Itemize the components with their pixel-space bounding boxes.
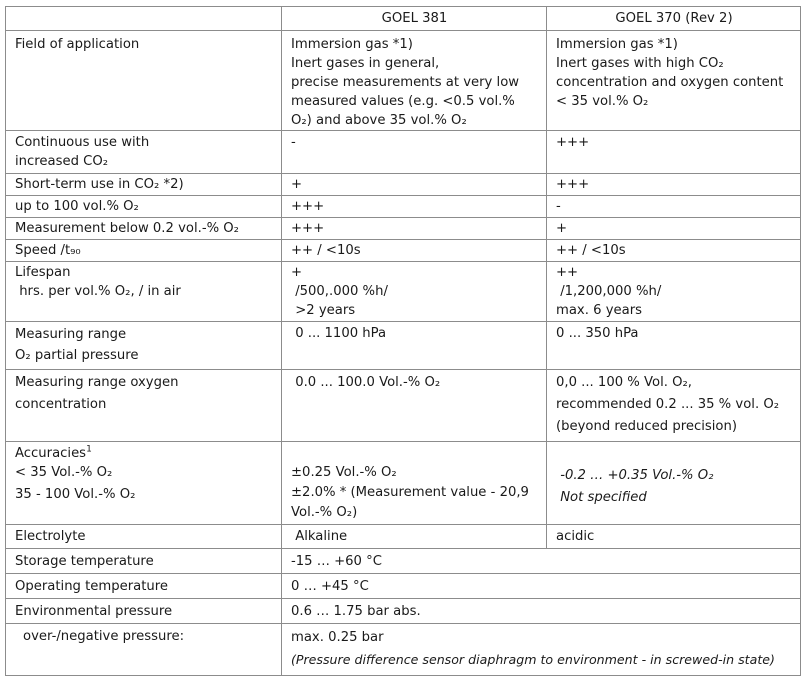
row-value-goel-370: 0 ... 350 hPa [547,322,801,370]
table-row [6,240,801,262]
row-label: Speed /t₉₀ [6,240,282,262]
row-label: Electrolyte [6,525,282,549]
row-value-goel-370: -0.2 … +0.35 Vol.-% O₂ Not specified [547,442,801,525]
row-value-goel-381: - [282,131,547,174]
row-label: Field of application [6,31,282,131]
row-label: Lifespan hrs. per vol.% O₂, / in air [6,262,282,322]
row-value-goel-370: - [547,196,801,218]
header-goel-370: GOEL 370 (Rev 2) [547,7,801,31]
row-value-goel-370: +++ [547,131,801,174]
table-row [6,624,801,676]
row-label: Accuracies$^1$ < 35 Vol.-% O₂ 35 - 100 Vol.-% O₂ [6,442,282,525]
table-row [6,262,801,322]
row-value-goel-370: acidic [547,525,801,549]
header-cell-empty [6,7,282,31]
row-label: Short-term use in CO₂ *2) [6,174,282,196]
row-value-goel-381: 0.0 ... 100.0 Vol.-% O₂ [282,370,547,442]
table-row [6,549,801,574]
row-label: Operating temperature [6,574,282,599]
row-value-goel-381: 0 ... 1100 hPa [282,322,547,370]
footnote-marker: 1 [86,444,92,455]
table-row [6,442,801,525]
table-row [6,31,801,131]
row-label: Environmental pressure [6,599,282,624]
row-value-goel-381: ±0.25 Vol.-% O₂ ±2.0% * (Measurement value - 20,9 Vol.-% O₂) [282,442,547,525]
row-value-shared: -15 … +60 °C [282,549,801,574]
table-header-row [6,7,801,31]
row-value-goel-381: ++ / <10s [282,240,547,262]
row-label: Measuring range O₂ partial pressure [6,322,282,370]
row-value-goel-381: + [282,174,547,196]
row-value-goel-370: ++ / <10s [547,240,801,262]
overpressure-value: max. 0.25 bar [291,630,384,645]
table-row [6,370,801,442]
table-row [6,574,801,599]
table-row [6,599,801,624]
table-row [6,218,801,240]
row-label: Measurement below 0.2 vol.-% O₂ [6,218,282,240]
row-value-shared: 0 … +45 °C [282,574,801,599]
table-row [6,131,801,174]
table-row [6,322,801,370]
header-goel-381: GOEL 381 [282,7,547,31]
row-label: Continuous use with increased CO₂ [6,131,282,174]
row-value-shared: 0.6 … 1.75 bar abs. [282,599,801,624]
row-value-goel-370: 0,0 ... 100 % Vol. O₂, recommended 0.2 ... 35 % vol. O₂ (beyond reduced precision) [547,370,801,442]
row-value-goel-381: Alkaline [282,525,547,549]
row-value-goel-381: Immersion gas *1) Inert gases in general, precise measurements at very low measured values (e.g. <0.5 vol.% O₂) and above 35 vol.% O₂ [282,31,547,131]
table-row [6,196,801,218]
overpressure-note: (Pressure difference sensor diaphragm to environment - in screwed-in state) [291,652,775,667]
row-value-goel-381: + /500,.000 %h/ >2 years [282,262,547,322]
row-value-shared [282,624,801,676]
row-value-goel-370: +++ [547,174,801,196]
row-label: Measuring range oxygen concentration [6,370,282,442]
row-label: up to 100 vol.% O₂ [6,196,282,218]
table-row [6,525,801,549]
row-value-goel-381: +++ [282,218,547,240]
table-row [6,174,801,196]
row-value-goel-370: + [547,218,801,240]
row-value-goel-370: Immersion gas *1) Inert gases with high CO₂ concentration and oxygen content < 35 vol.% O₂ [547,31,801,131]
row-label: Storage temperature [6,549,282,574]
row-label: over-/negative pressure: [6,624,282,676]
row-value-goel-370: ++ /1,200,000 %h/ max. 6 years [547,262,801,322]
row-value-goel-381: +++ [282,196,547,218]
sensor-comparison-table [5,6,801,676]
